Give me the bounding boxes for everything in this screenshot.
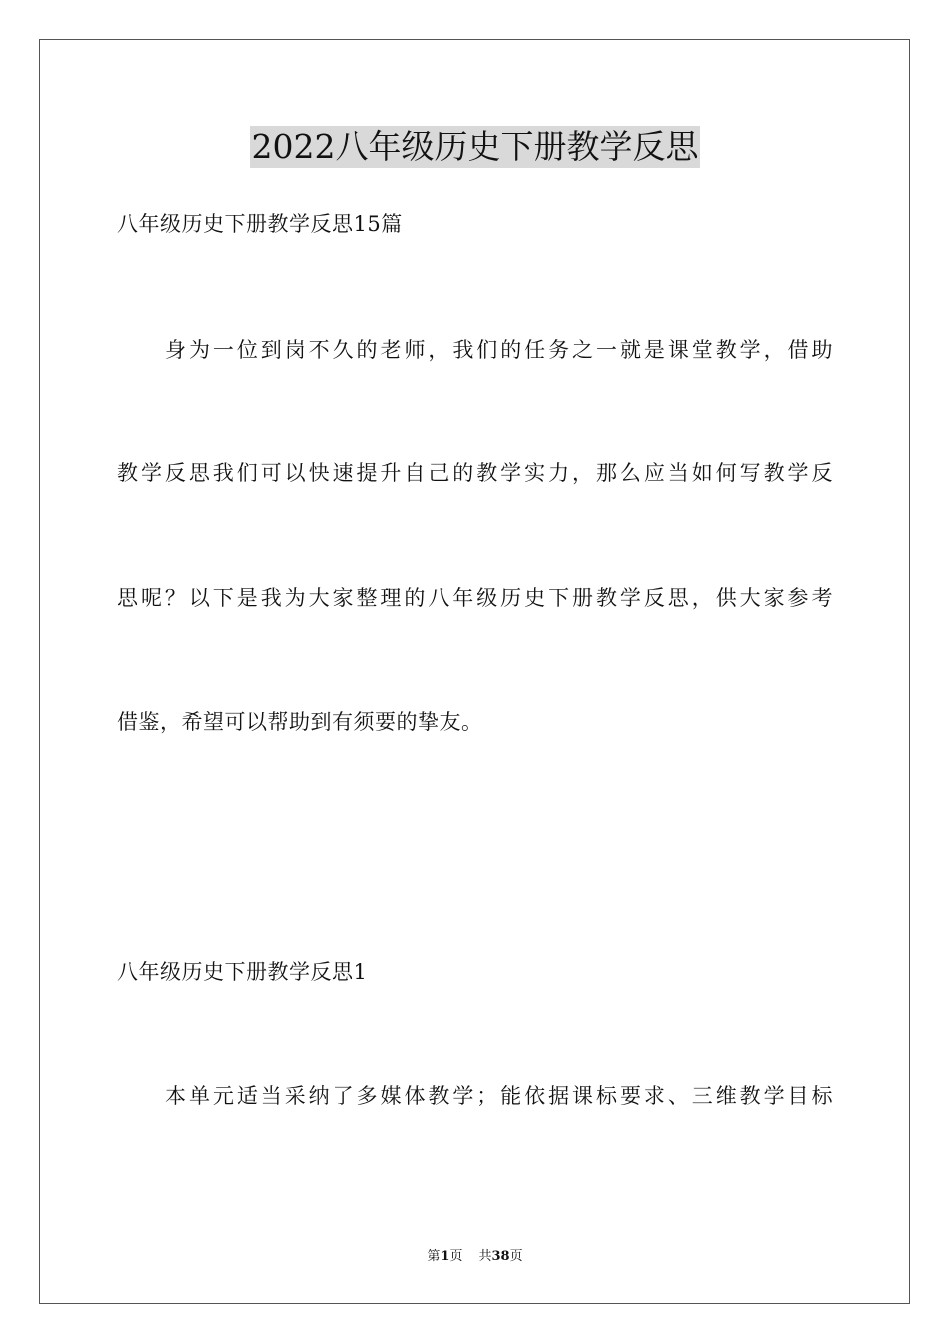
intro-line-3: 思呢？以下是我为大家整理的八年级历史下册教学反思，供大家参考 — [117, 586, 833, 610]
page-footer — [0, 1248, 950, 1266]
footer-total-prefix: 共 — [478, 1249, 492, 1264]
intro-line-2: 教学反思我们可以快速提升自己的教学实力，那么应当如何写教学反 — [117, 461, 833, 485]
footer-total-pages: 38 — [491, 1249, 510, 1264]
document-subtitle: 八年级历史下册教学反思15篇 — [117, 212, 403, 236]
intro-line-1: 身为一位到岗不久的老师，我们的任务之一就是课堂教学，借助 — [165, 338, 833, 362]
footer-page-prefix: 第 — [427, 1249, 441, 1264]
footer-total-suffix: 页 — [509, 1249, 523, 1264]
title-container — [0, 126, 950, 168]
document-title: 2022八年级历史下册教学反思 — [251, 127, 699, 166]
footer-page-suffix: 页 — [449, 1249, 463, 1264]
footer-page-number: 1 — [440, 1249, 450, 1264]
intro-line-4: 借鉴，希望可以帮助到有须要的挚友。 — [117, 710, 483, 734]
section-paragraph-line-1: 本单元适当采纳了多媒体教学；能依据课标要求、三维教学目标 — [165, 1084, 833, 1108]
section-heading: 八年级历史下册教学反思1 — [117, 960, 368, 984]
